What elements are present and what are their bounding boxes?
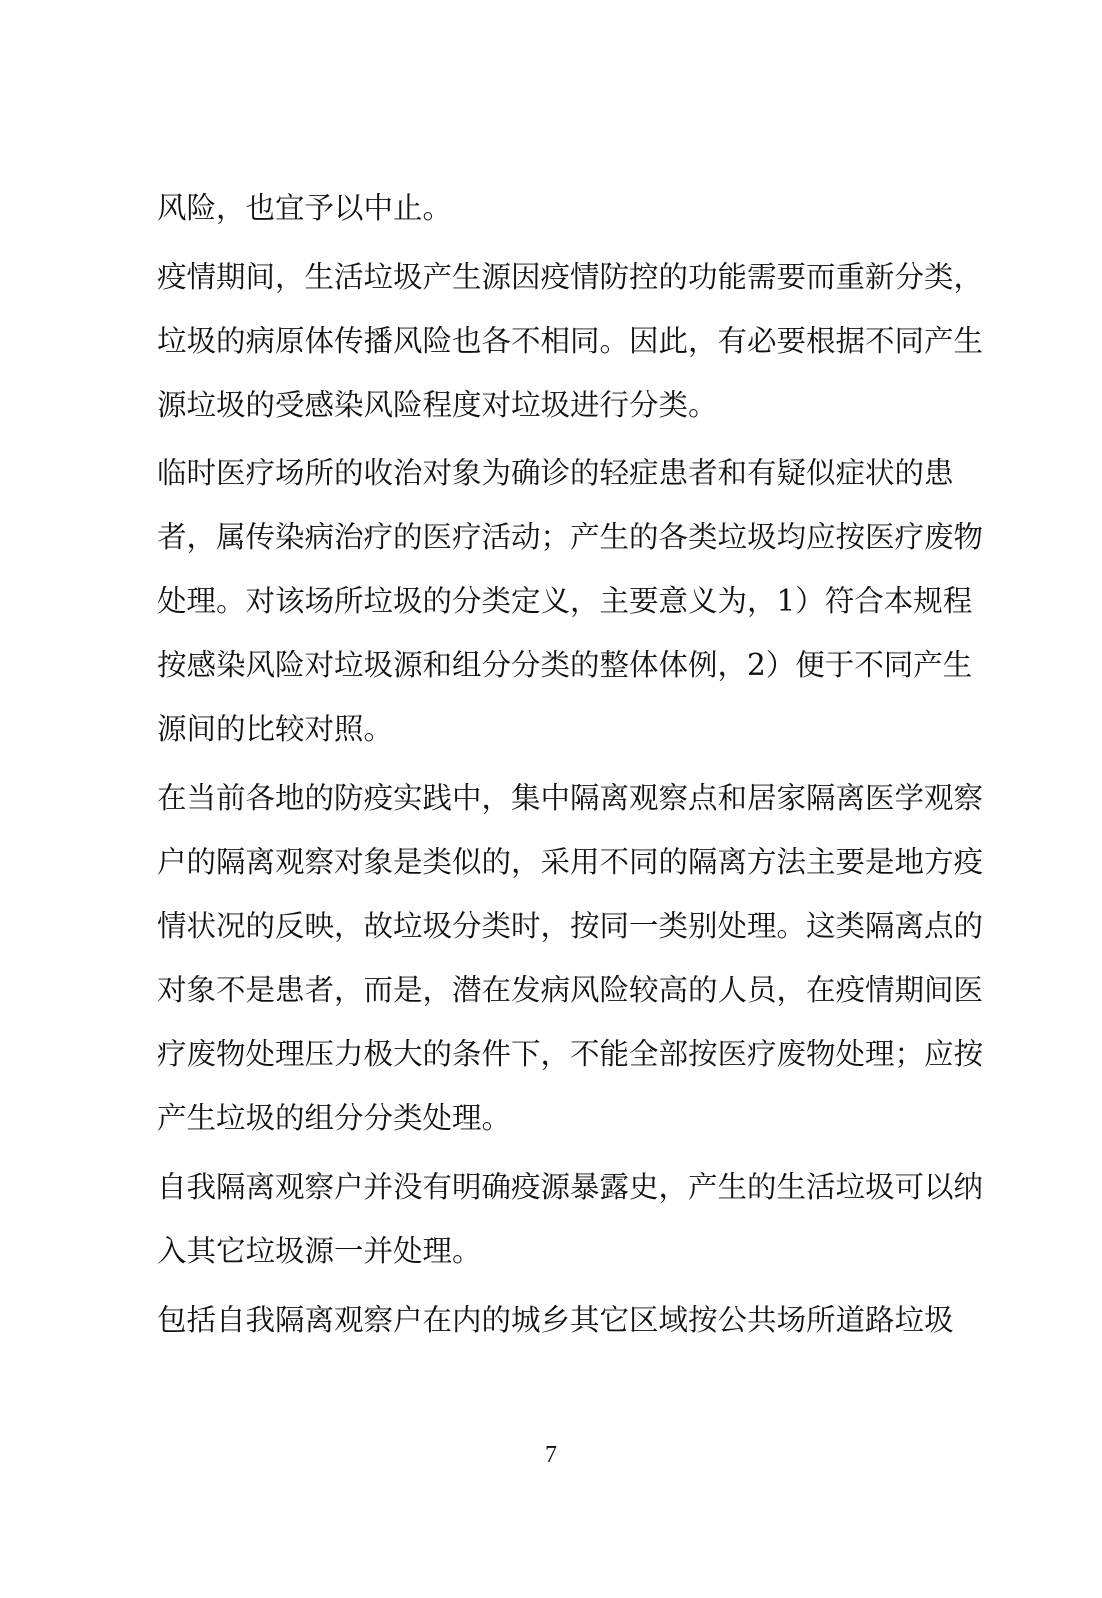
text-line: 自我隔离观察户并没有明确疫源暴露史，产生的生活垃圾可以纳 [157,1170,984,1204]
page-number: 7 [545,1442,557,1468]
text-line: 临时医疗场所的收治对象为确诊的轻症患者和有疑似症状的患 [157,456,954,490]
text-line: 情状况的反映，故垃圾分类时，按同一类别处理。这类隔离点的 [157,909,984,943]
text-line: 风险，也宜予以中止。 [157,191,453,225]
text-line: 按感染风险对垃圾源和组分分类的整体体例，2）便于不同产生 [157,648,973,682]
text-line: 疗废物处理压力极大的条件下，不能全部按医疗废物处理；应按 [157,1037,984,1071]
text-line: 包括自我隔离观察户在内的城乡其它区域按公共场所道路垃圾 [157,1303,954,1337]
text-line: 在当前各地的防疫实践中，集中隔离观察点和居家隔离医学观察 [157,781,984,815]
text-line: 垃圾的病原体传播风险也各不相同。因此，有必要根据不同产生 [157,324,984,358]
text-line: 源垃圾的受感染风险程度对垃圾进行分类。 [157,388,718,422]
text-line: 入其它垃圾源一并处理。 [157,1234,482,1268]
text-line: 产生垃圾的组分分类处理。 [157,1101,512,1135]
text-line: 对象不是患者，而是，潜在发病风险较高的人员，在疫情期间医 [157,973,984,1007]
text-line: 处理。对该场所垃圾的分类定义，主要意义为，1）符合本规程 [157,584,973,618]
text-line: 户的隔离观察对象是类似的，采用不同的隔离方法主要是地方疫 [157,845,984,879]
text-line: 源间的比较对照。 [157,712,394,746]
text-line: 者，属传染病治疗的医疗活动；产生的各类垃圾均应按医疗废物 [157,520,984,554]
text-line: 疫情期间，生活垃圾产生源因疫情防控的功能需要而重新分类， [157,260,984,294]
